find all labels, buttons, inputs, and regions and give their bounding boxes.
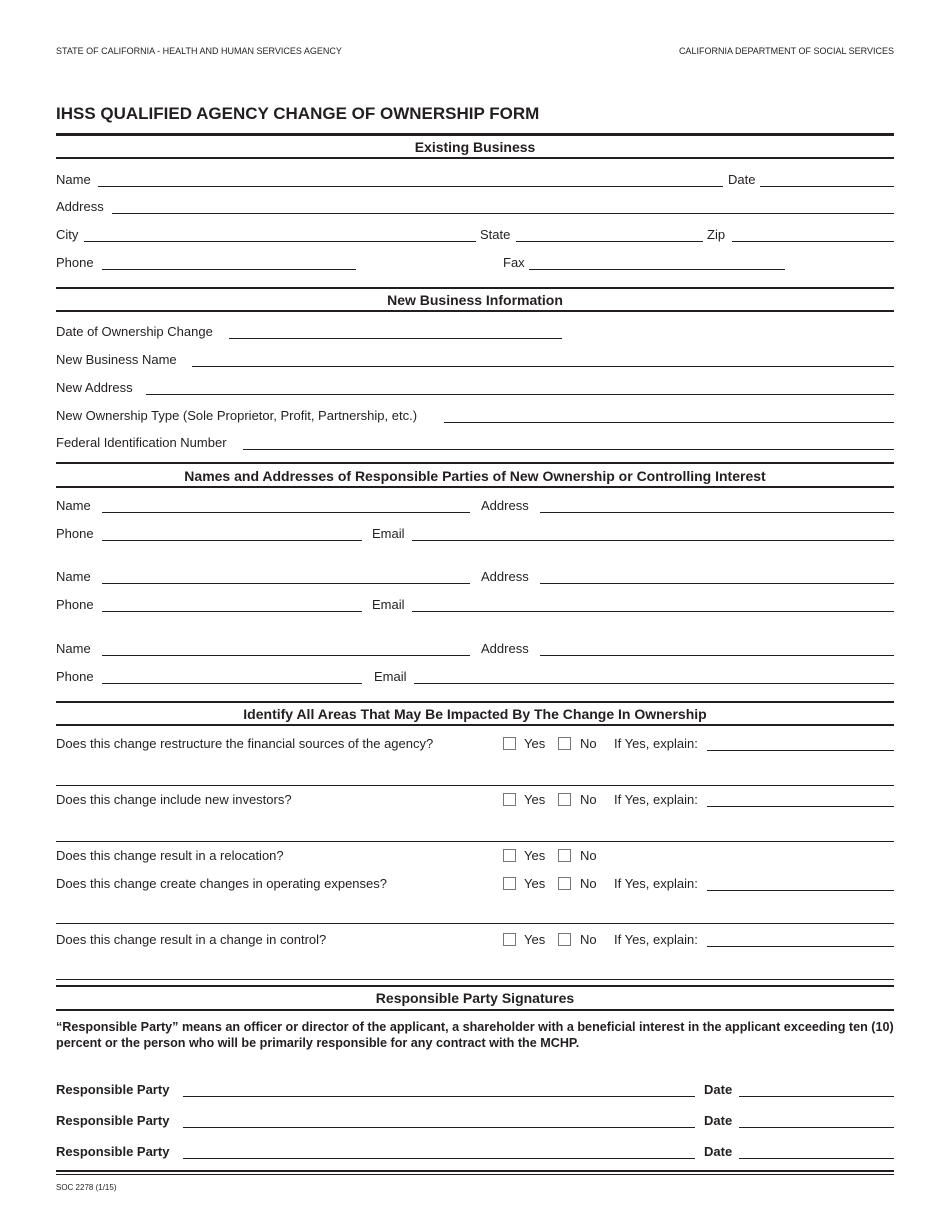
impact-question-3 [0,848,950,864]
question-text: Does this change result in a relocation? [56,848,284,863]
fein-field[interactable] [243,449,894,450]
explain-field[interactable] [707,750,894,751]
explain-field[interactable] [707,806,894,807]
existing-fax-field[interactable] [529,269,785,270]
department-header: CALIFORNIA DEPARTMENT OF SOCIAL SERVICES [678,46,894,56]
new-address-label: New Address [56,380,133,395]
party-email-label: Email [372,597,405,612]
zip-label: Zip [707,227,726,242]
yes-label: Yes [524,876,546,891]
explain-label: If Yes, explain: [614,792,698,807]
state-label: State [480,227,511,242]
no-label: No [580,736,597,751]
signature-row-2 [0,1113,950,1129]
party-phone-label: Phone [56,526,94,541]
yes-checkbox[interactable] [503,849,516,862]
page-title: IHSS QUALIFIED AGENCY CHANGE OF OWNERSHIP FORM [56,104,540,123]
divider [56,1174,894,1175]
party-address-field[interactable] [540,655,894,656]
yes-checkbox[interactable] [503,793,516,806]
no-checkbox[interactable] [558,877,571,890]
address-label: Address [56,199,104,214]
existing-date-field[interactable] [760,186,894,187]
party-address-label: Address [481,641,529,656]
no-label: No [580,792,597,807]
party-3-row-name [0,641,950,657]
fein-label: Federal Identification Number [56,435,227,450]
party-name-field[interactable] [102,512,470,513]
party-phone-field[interactable] [102,683,362,684]
section-heading-parties: Names and Addresses of Responsible Parties of New Ownership or Controlling Interest [184,468,766,484]
existing-row-name [0,172,950,188]
party-name-label: Name [56,641,91,656]
section-heading-existing: Existing Business [414,139,536,155]
party-address-field[interactable] [540,583,894,584]
existing-address-field[interactable] [112,213,894,214]
question-text: Does this change restructure the financial sources of the agency? [56,736,434,751]
no-label: No [580,848,597,863]
existing-row-address [0,199,950,215]
explain-continuation-row [0,965,950,981]
explain-continuation-field[interactable] [56,785,894,786]
yes-checkbox[interactable] [503,877,516,890]
responsible-party-label: Responsible Party [56,1113,170,1128]
explain-field[interactable] [707,946,894,947]
explain-continuation-row [0,771,950,787]
existing-zip-field[interactable] [732,241,894,242]
party-address-label: Address [481,569,529,584]
party-name-field[interactable] [102,583,470,584]
party-1-row-phone [0,526,950,542]
no-checkbox[interactable] [558,737,571,750]
party-2-row-name [0,569,950,585]
explain-continuation-row [0,827,950,843]
no-checkbox[interactable] [558,849,571,862]
impact-question-5 [0,932,950,948]
explain-continuation-row [0,909,950,925]
party-3-row-phone [0,669,950,685]
new-address-field[interactable] [146,394,894,395]
no-label: No [580,932,597,947]
party-phone-field[interactable] [102,540,362,541]
divider [56,287,894,289]
party-address-label: Address [481,498,529,513]
date-change-label: Date of Ownership Change [56,324,213,339]
existing-city-field[interactable] [84,241,476,242]
impact-question-2 [0,792,950,808]
responsible-party-label: Responsible Party [56,1082,170,1097]
responsible-party-signature-field[interactable] [183,1127,695,1128]
date-label: Date [728,172,756,187]
new-row-fein [0,435,950,451]
ownership-type-field[interactable] [444,422,894,423]
party-address-field[interactable] [540,512,894,513]
new-row-address [0,380,950,396]
party-email-field[interactable] [414,683,894,684]
party-phone-field[interactable] [102,611,362,612]
phone-label: Phone [56,255,94,270]
no-label: No [580,876,597,891]
party-email-field[interactable] [412,611,894,612]
existing-state-field[interactable] [516,241,703,242]
responsible-party-label: Responsible Party [56,1144,170,1159]
city-label: City [56,227,79,242]
explain-continuation-field[interactable] [56,979,894,980]
existing-row-city [0,227,950,243]
agency-header: STATE OF CALIFORNIA - HEALTH AND HUMAN SERVICES AGENCY [56,46,342,56]
divider [56,462,894,464]
party-2-row-phone [0,597,950,613]
question-text: Does this change create changes in operating expenses? [56,876,387,891]
divider [56,724,894,726]
signature-date-label: Date [704,1113,733,1128]
no-checkbox[interactable] [558,933,571,946]
signature-row-1 [0,1082,950,1098]
responsible-party-signature-field[interactable] [183,1158,695,1159]
date-change-field[interactable] [229,338,562,339]
new-row-type [0,408,950,424]
party-name-field[interactable] [102,655,470,656]
no-checkbox[interactable] [558,793,571,806]
signature-date-field[interactable] [739,1158,894,1159]
existing-phone-field[interactable] [102,269,356,270]
divider [56,985,894,987]
existing-name-field[interactable] [98,186,723,187]
divider [56,310,894,312]
explain-continuation-field[interactable] [56,923,894,924]
impact-question-1 [0,736,950,752]
party-1-row-name [0,498,950,514]
signature-date-label: Date [704,1144,733,1159]
divider [56,133,894,136]
divider [56,486,894,488]
divider [56,1009,894,1011]
explain-label: If Yes, explain: [614,932,698,947]
existing-row-phone [0,255,950,271]
party-email-field[interactable] [412,540,894,541]
divider [56,1170,894,1172]
party-phone-label: Phone [56,669,94,684]
ownership-type-label: New Ownership Type (Sole Proprietor, Profit, Partnership, etc.) [56,408,418,423]
new-row-date [0,324,950,340]
signature-date-field[interactable] [739,1127,894,1128]
signature-row-3 [0,1144,950,1160]
section-heading-signatures: Responsible Party Signatures [375,990,575,1006]
form-number: SOC 2278 (1/15) [56,1183,117,1192]
question-text: Does this change result in a change in control? [56,932,327,947]
party-name-label: Name [56,569,91,584]
explain-label: If Yes, explain: [614,876,698,891]
signature-date-label: Date [704,1082,733,1097]
new-row-name [0,352,950,368]
explain-field[interactable] [707,890,894,891]
section-heading-impact: Identify All Areas That May Be Impacted By The Change In Ownership [243,706,707,722]
party-email-label: Email [374,669,407,684]
name-label: Name [56,172,91,187]
yes-label: Yes [524,932,546,947]
party-name-label: Name [56,498,91,513]
explain-continuation-field[interactable] [56,841,894,842]
question-text: Does this change include new investors? [56,792,292,807]
divider [56,157,894,159]
responsible-party-definition: “Responsible Party” means an officer or director of the applicant, a shareholder with a beneficial interest in the applicant exceeding ten (10) percent or the person who will be primarily responsible for any contract with the MCHP. [56,1020,894,1050]
explain-label: If Yes, explain: [614,736,698,751]
party-email-label: Email [372,526,405,541]
business-name-field[interactable] [192,366,894,367]
yes-label: Yes [524,736,546,751]
yes-checkbox[interactable] [503,737,516,750]
yes-label: Yes [524,848,546,863]
yes-label: Yes [524,792,546,807]
yes-checkbox[interactable] [503,933,516,946]
signature-date-field[interactable] [739,1096,894,1097]
business-name-label: New Business Name [56,352,177,367]
section-heading-new-business: New Business Information [387,292,563,308]
party-phone-label: Phone [56,597,94,612]
fax-label: Fax [503,255,525,270]
impact-question-4 [0,876,950,892]
responsible-party-signature-field[interactable] [183,1096,695,1097]
divider [56,701,894,703]
